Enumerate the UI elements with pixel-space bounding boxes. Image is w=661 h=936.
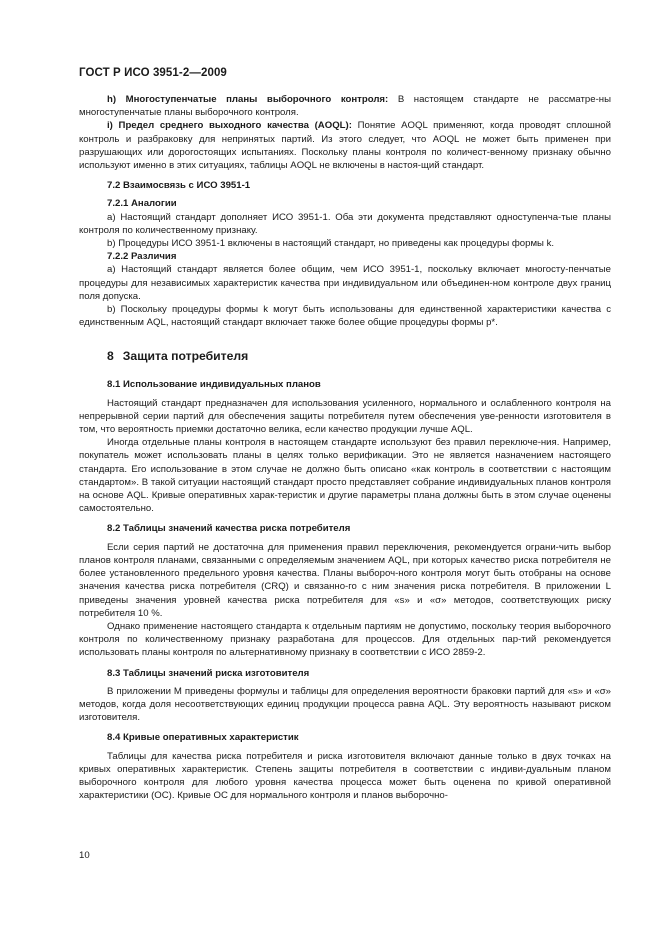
section-heading-8 xyxy=(79,349,611,364)
paragraph-text: В настоящем стандарте не рассматре-ны многоступенчатые планы выборочного контроля. xyxy=(79,94,611,119)
page-number: 10 xyxy=(79,850,90,861)
paragraph-7-2-1-b: b) Процедуры ИСО 3951-1 включены в настоящий стандарт, но приведены как процедуры формы k. xyxy=(107,238,555,250)
subsection-heading-8-2: 8.2 Таблицы значений качества риска потребителя xyxy=(107,523,351,535)
paragraph-h xyxy=(79,93,611,119)
paragraph-8-2-b: Однако применение настоящего стандарта к отдельным партиям не допустимо, поскольку теория выборочного контроля по количественному признаку разработана для процессов. Для отдельных пар-тий рекомендуется использовать планы контроля по альтернативному признаку в соответствии с ИСО 2859-2. xyxy=(79,620,611,659)
section-title: Защита потребителя xyxy=(122,349,249,364)
subsection-heading-8-4: 8.4 Кривые оперативных характеристик xyxy=(107,732,299,744)
paragraph-8-1-a: Настоящий стандарт предназначен для использования усиленного, нормального и ослабленного контроля на непрерывной серии партий для обеспечения защиты потребителя путем обеспечения уве-ренности изготовителя в том, что вероятность приемки достаточно велика, если качество продукции лучше AQL. xyxy=(79,397,611,436)
paragraph-8-4: Таблицы для качества риска потребителя и риска изготовителя включают данные только в двух точках на кривых оперативных характеристик. Степень защиты потребителя в соответствии с индиви-дуальным планом выборочного контроля для любого уровня качества процесса может быть оценена по кривой оперативной характеристики (OC). Кривые OC для нормального контроля и планов выборочно- xyxy=(79,750,611,802)
paragraph-7-2-1-a: a) Настоящий стандарт дополняет ИСО 3951-1. Оба эти документа представляют одноступенча-тые планы контроля по количественному признаку. xyxy=(79,211,611,236)
document-header: ГОСТ Р ИСО 3951-2—2009 xyxy=(79,67,227,79)
paragraph-7-2-2-a: a) Настоящий стандарт является более общим, чем ИСО 3951-1, поскольку включает многосту-пенчатые процедуры для независимых характеристик качества при индивидуальном или объединен-ном контроле двух границ поля допуска. xyxy=(79,264,611,302)
paragraph-8-3: В приложении М приведены формулы и таблицы для определения вероятности браковки партий для «s» и «σ» методов, когда доля несоответствующих единиц продукции процесса равна AQL. Эту вероятность называют риском изготовителя. xyxy=(79,685,611,724)
paragraph-8-2-a: Если серия партий не достаточна для применения правил переключения, рекомендуется ограни-чить выбор планов контроля планами, связанными с определяемым значением AQL, при которых качество риска потребителя не более установленного предельного уровня качества. Планы выбороч-ного контроля могут быть отобраны на основе значения качества риска потребителя (CRQ) и связанно-го с ним значения риска потребителя. В приложении L приведены значения уровней качества риска потребителя для «s» и «σ» методов, соответствующих риску потребителя 10 %. xyxy=(79,541,611,619)
subsection-heading-7-2-1: 7.2.1 Аналогии xyxy=(107,198,177,210)
subsection-heading-8-1: 8.1 Использование индивидуальных планов xyxy=(107,379,321,391)
paragraph-lead: h) Многоступенчатые планы выборочного контроля: xyxy=(107,94,389,105)
paragraph-lead: i) Предел среднего выходного качества (AOQL): xyxy=(107,120,352,132)
subsection-heading-7-2-2: 7.2.2 Различия xyxy=(107,251,177,263)
paragraph-7-2-2-b: b) Поскольку процедуры формы k могут быть использованы для единственной характеристики качества с единственным AQL, настоящий стандарт включает также более общие процедуры формы p*. xyxy=(79,304,611,329)
subsection-heading-7-2: 7.2 Взаимосвязь с ИСО 3951-1 xyxy=(107,180,251,192)
section-number: 8 xyxy=(107,349,114,364)
paragraph-i xyxy=(79,119,611,172)
document-body xyxy=(79,93,611,802)
subsection-heading-8-3: 8.3 Таблицы значений риска изготовителя xyxy=(107,667,310,679)
paragraph-text: Понятие AOQL применяют, когда проводят сплошной контроль и разбраковку для непринятых партий. Из этого следует, что AOQL не может быть применен при разрушающих или дорогостоящих испытаниях. Поскольку планы контроля по количест-венному признаку обычно используют именно в этих ситуациях, таблицы AOQL не включены в настоя-щий стандарт. xyxy=(79,120,612,172)
paragraph-8-1-b: Иногда отдельные планы контроля в настоящем стандарте используют без правил переключе-ния. Например, покупатель может использовать планы в целях только верификации. Это не является назначением настоящего стандарта. Его использование в этом случае не должно быть описано «как контроль в соответствии с настоящим стандартом». В такой ситуации настоящий стандарт просто представляет собрание индивидуальных планов контроля на основе AQL. Кривые оперативных харак-теристик и другие параметры плана должны быть в этом случае оценены самостоятельно. xyxy=(79,437,611,515)
